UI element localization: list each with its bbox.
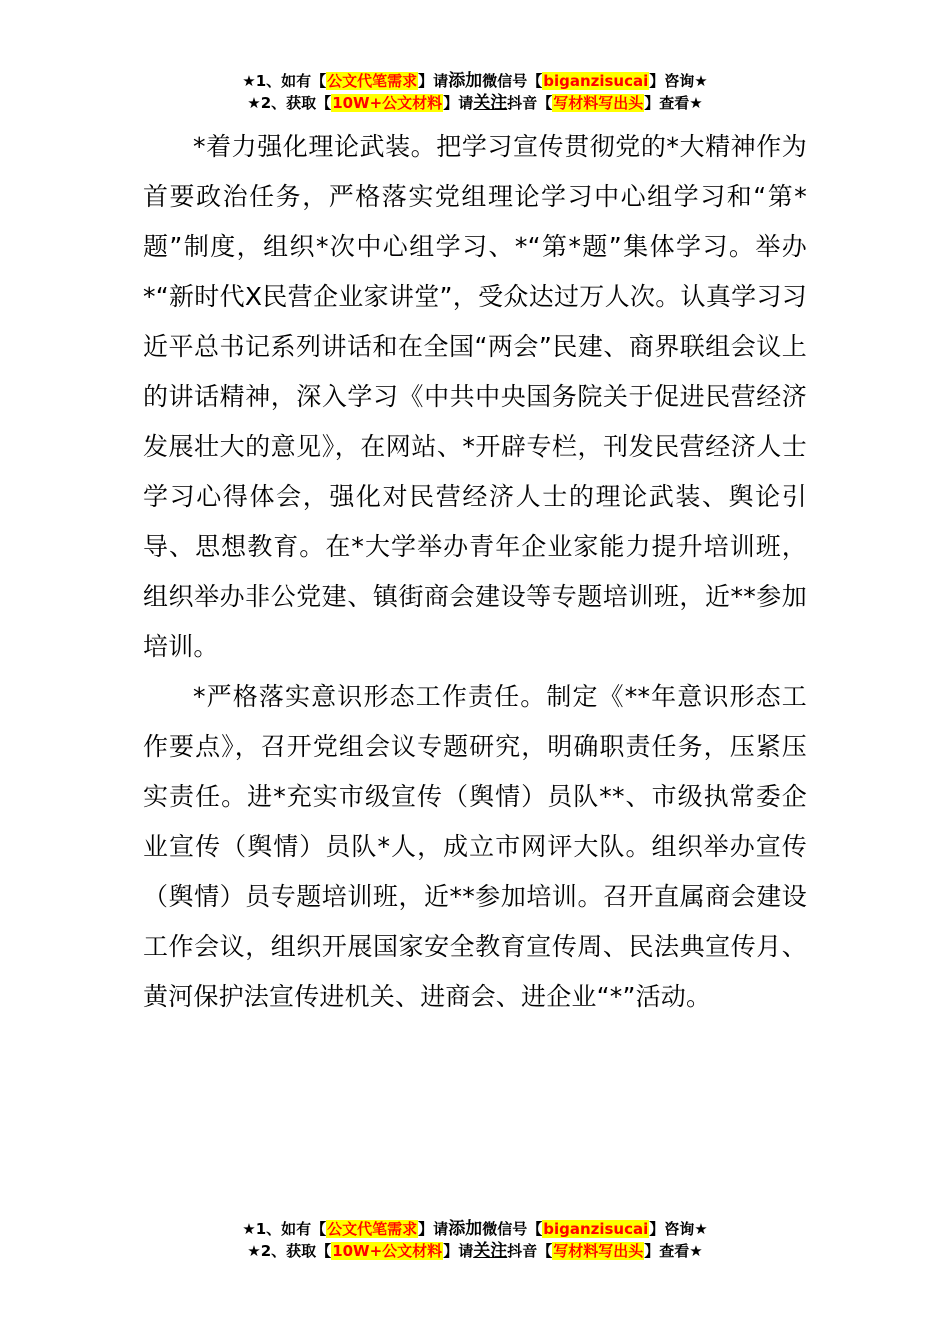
banner-text: ★2、获取【 — [247, 94, 332, 112]
banner-line-1 — [0, 1218, 950, 1240]
banner-text: 】请 — [443, 1242, 474, 1260]
document-body — [143, 122, 807, 1022]
banner-highlight: 公文代笔需求 — [327, 72, 418, 90]
banner-highlight: 10W+公文材料 — [332, 1242, 443, 1260]
banner-emphasis: 关注 — [473, 1241, 508, 1261]
banner-line-1 — [0, 70, 950, 92]
footer-banner — [0, 1218, 950, 1262]
banner-text: 微信号【 — [482, 1220, 543, 1238]
banner-text: ★1、如有【 — [242, 1220, 327, 1238]
banner-line-2 — [0, 92, 950, 114]
banner-text: 】请 — [443, 94, 474, 112]
banner-highlight: 10W+公文材料 — [332, 94, 443, 112]
banner-text: 抖音【 — [507, 1242, 553, 1260]
paragraph: *严格落实意识形态工作责任。制定《**年意识形态工作要点》，召开党组会议专题研究，明确职责任务，压紧压实责任。进*充实市级宣传（舆情）员队**、市级执常委企业宣传（舆情）员队*人，成立市网评大队。组织举办宣传（舆情）员专题培训班，近**参加培训。召开直属商会建设工作会议，组织开展国家安全教育宣传周、民法典宣传月、黄河保护法宣传进机关、进商会、进企业“*”活动。 — [143, 682, 807, 1011]
banner-emphasis: 关注 — [473, 93, 508, 113]
banner-text: ★1、如有【 — [242, 72, 327, 90]
banner-text: 】查看★ — [644, 94, 703, 112]
header-banner — [0, 70, 950, 114]
banner-highlight: 写材料写出头 — [553, 94, 644, 112]
banner-text: 】查看★ — [644, 1242, 703, 1260]
banner-text: 】请 — [418, 1220, 449, 1238]
banner-highlight: 公文代笔需求 — [327, 1220, 418, 1238]
banner-line-2 — [0, 1240, 950, 1262]
paragraph: *着力强化理论武装。把学习宣传贯彻党的*大精神作为首要政治任务，严格落实党组理论学习中心组学习和“第*题”制度，组织*次中心组学习、*“第*题”集体学习。举办*“新时代X民营企业家讲堂”，受众达过万人次。认真学习习近平总书记系列讲话和在全国“两会”民建、商界联组会议上的讲话精神，深入学习《中共中央国务院关于促进民营经济发展壮大的意见》，在网站、*开辟专栏，刊发民营经济人士学习心得体会，强化对民营经济人士的理论武装、舆论引导、思想教育。在*大学举办青年企业家能力提升培训班，组织举办非公党建、镇街商会建设等专题培训班，近**参加培训。 — [143, 132, 807, 661]
banner-emphasis: 添加 — [448, 71, 483, 91]
banner-text: ★2、获取【 — [247, 1242, 332, 1260]
banner-text: 】咨询★ — [649, 72, 708, 90]
banner-highlight: biganzisucai — [543, 72, 649, 90]
banner-text: 】咨询★ — [649, 1220, 708, 1238]
banner-emphasis: 添加 — [448, 1219, 483, 1239]
banner-text: 抖音【 — [507, 94, 553, 112]
banner-highlight: 写材料写出头 — [553, 1242, 644, 1260]
banner-text: 】请 — [418, 72, 449, 90]
banner-highlight: biganzisucai — [543, 1220, 649, 1238]
banner-text: 微信号【 — [482, 72, 543, 90]
